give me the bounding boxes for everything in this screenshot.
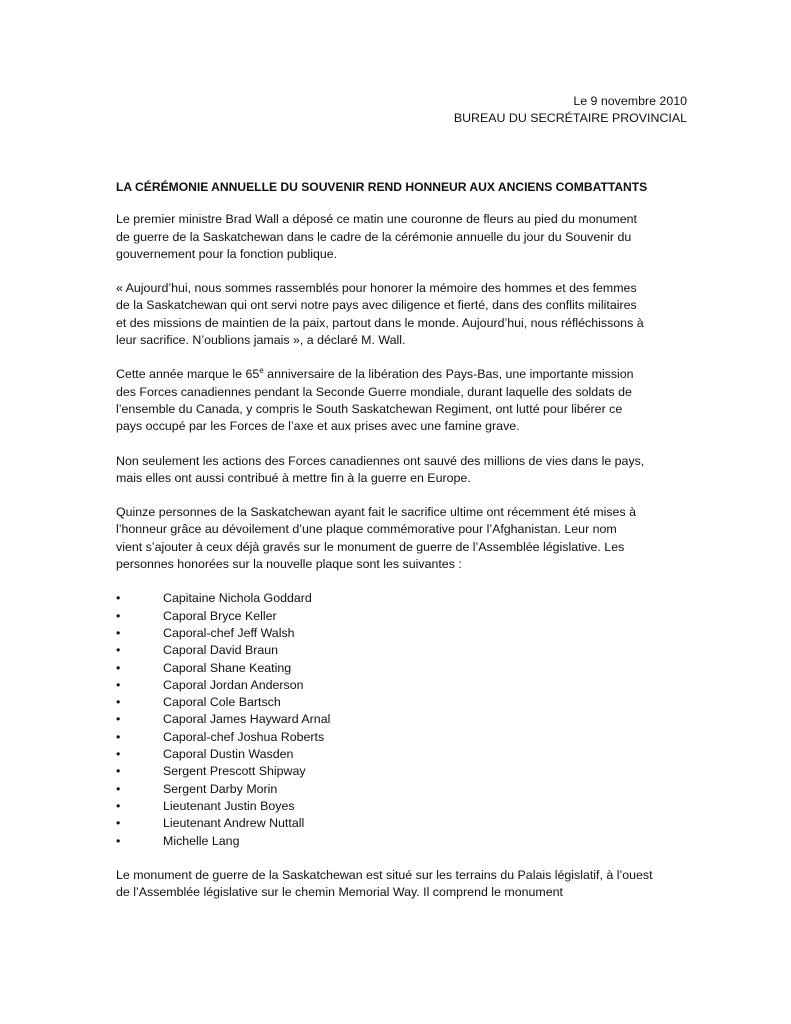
honoree-name: Michelle Lang [163, 833, 240, 848]
honoree-item [116, 642, 691, 659]
honoree-name: Caporal-chef Joshua Roberts [163, 729, 325, 744]
paragraph-anniversary [116, 366, 691, 435]
honoree-item [116, 625, 691, 642]
paragraph-line: des Forces canadiennes pendant la Seconde Guerre mondiale, durant laquelle des soldats de [116, 384, 632, 399]
paragraph-line: Quinze personnes de la Saskatchewan ayant fait le sacrifice ultime ont récemment été mises à [116, 505, 636, 520]
paragraph-line: de l’Assemblée législative sur le chemin Memorial Way. Il comprend le monument [116, 885, 563, 900]
bullet-icon: • [116, 729, 121, 744]
paragraph-line: de la Saskatchewan qui ont servi notre pays avec diligence et fierté, dans des conflits militaires [116, 298, 637, 313]
honoree-item [116, 746, 691, 763]
paragraph-line: l’honneur grâce au dévoilement d’une plaque commémorative pour l’Afghanistan. Leur nom [116, 522, 617, 537]
honoree-name: Lieutenant Justin Boyes [163, 798, 295, 813]
paragraph-line: Le premier ministre Brad Wall a déposé ce matin une couronne de fleurs au pied du monument [116, 212, 637, 227]
honoree-item [116, 608, 691, 625]
bullet-icon: • [116, 625, 121, 640]
bullet-icon: • [116, 833, 121, 848]
paragraph-line: Non seulement les actions des Forces canadiennes ont sauvé des millions de vies dans le pays, [116, 453, 645, 468]
bullet-icon: • [116, 591, 121, 606]
honoree-item [116, 815, 691, 832]
paragraph-line: gouvernement pour la fonction publique. [116, 246, 338, 261]
paragraph-line: vient s’ajouter à ceux déjà gravés sur le monument de guerre de l’Assemblée législative. Les [116, 539, 625, 554]
paragraph-line: pays occupé par les Forces de l’axe et aux prises avec une famine grave. [116, 419, 520, 434]
honoree-name: Sergent Darby Morin [163, 781, 278, 796]
honoree-item [116, 729, 691, 746]
paragraph-impact [116, 453, 691, 488]
bullet-icon: • [116, 643, 121, 658]
paragraph-line: l’ensemble du Canada, y compris le South Saskatchewan Regiment, ont lutté pour libérer ce [116, 401, 623, 416]
bullet-icon: • [116, 660, 121, 675]
honoree-item [116, 590, 691, 607]
anniversary-text-end: anniversaire de la libération des Pays-Bas, une importante mission [263, 367, 634, 382]
paragraph-intro [116, 211, 691, 263]
honoree-name: Caporal James Hayward Arnal [163, 712, 331, 727]
paragraph-line: leur sacrifice. N’oublions jamais », a déclaré M. Wall. [116, 333, 406, 348]
honoree-name: Caporal David Braun [163, 643, 279, 658]
honoree-name: Capitaine Nichola Goddard [163, 591, 312, 606]
honoree-name: Caporal Bryce Keller [163, 608, 277, 623]
release-date: Le 9 novembre 2010 [573, 94, 687, 108]
paragraph-line [116, 366, 691, 383]
paragraph-plaque [116, 504, 691, 573]
paragraph-line: et des missions de maintien de la paix, partout dans le monde. Aujourd’hui, nous réfléchissons à [116, 315, 644, 330]
honoree-item [116, 660, 691, 677]
paragraph-line: mais elles ont aussi contribué à mettre fin à la guerre en Europe. [116, 470, 471, 485]
paragraph-quote [116, 280, 691, 349]
paragraph-line: personnes honorées sur la nouvelle plaque sont les suivantes : [116, 557, 462, 572]
honoree-item [116, 677, 691, 694]
honoree-name: Caporal Cole Bartsch [163, 695, 281, 710]
honoree-list [116, 590, 691, 849]
paragraph-monument [116, 867, 691, 902]
honoree-item [116, 781, 691, 798]
bullet-icon: • [116, 712, 121, 727]
issuing-office: BUREAU DU SECRÉTAIRE PROVINCIAL [453, 111, 687, 126]
honoree-item [116, 833, 691, 850]
honoree-item [116, 694, 691, 711]
paragraph-line: de guerre de la Saskatchewan dans le cadre de la cérémonie annuelle du jour du Souvenir du [116, 229, 632, 244]
honoree-name: Caporal Shane Keating [163, 660, 292, 675]
bullet-icon: • [116, 677, 121, 692]
document-header [454, 93, 687, 128]
honoree-item [116, 763, 691, 780]
headline: LA CÉRÉMONIE ANNUELLE DU SOUVENIR REND HONNEUR AUX ANCIENS COMBATTANTS [116, 180, 648, 194]
paragraph-line: Le monument de guerre de la Saskatchewan est situé sur les terrains du Palais législatif, à l’ouest [116, 867, 653, 882]
honoree-name: Caporal Dustin Wasden [163, 747, 294, 762]
bullet-icon: • [116, 608, 121, 623]
bullet-icon: • [116, 781, 121, 796]
honoree-name: Sergent Prescott Shipway [163, 764, 306, 779]
bullet-icon: • [116, 747, 121, 762]
paragraph-line: « Aujourd’hui, nous sommes rassemblés pour honorer la mémoire des hommes et des femmes [116, 281, 637, 296]
bullet-icon: • [116, 798, 121, 813]
bullet-icon: • [116, 816, 121, 831]
document-body [116, 179, 691, 918]
anniversary-text-start: Cette année marque le 65 [116, 367, 260, 382]
honoree-name: Caporal-chef Jeff Walsh [163, 625, 295, 640]
ordinal-superscript: e [259, 366, 264, 376]
honoree-item [116, 711, 691, 728]
honoree-name: Caporal Jordan Anderson [163, 677, 304, 692]
honoree-name: Lieutenant Andrew Nuttall [163, 816, 305, 831]
honoree-item [116, 798, 691, 815]
bullet-icon: • [116, 695, 121, 710]
bullet-icon: • [116, 764, 121, 779]
